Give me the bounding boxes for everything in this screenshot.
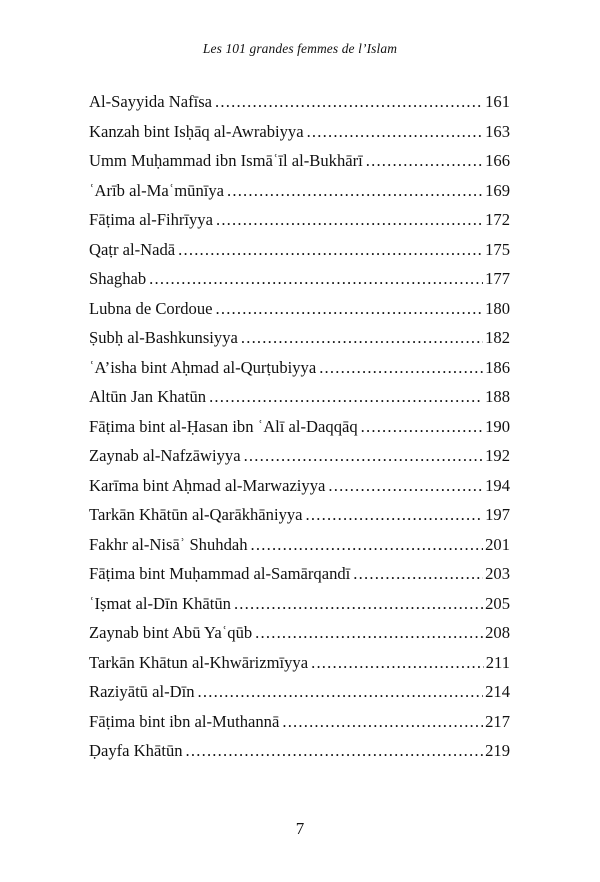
toc-entry [89,205,510,235]
dot-leader [353,559,483,589]
toc-entry-title: ʿA’isha bint Aḥmad al-Qurṭubiyya [89,357,317,377]
toc-entry-page: 175 [485,239,510,259]
toc-entry-title: Kanzah bint Isḥāq al-Awrabiyya [89,121,304,141]
toc-entry [89,707,510,737]
toc-entry-title: ʿArīb al-Maʿmūnīya [89,180,225,200]
toc-entry [89,382,510,412]
toc-entry-title: Lubna de Cordoue [89,298,213,318]
toc-entry [89,589,510,619]
toc-entry [89,500,510,530]
toc-entry-page: 190 [485,416,510,436]
toc-entry [89,146,510,176]
toc-entry-page: 161 [485,92,510,111]
toc-entry [89,264,510,294]
dot-leader [255,618,483,648]
page-number: 7 [295,819,305,838]
dot-leader [149,264,483,294]
toc-entry-page: 166 [485,151,510,170]
toc-entry-page: 182 [485,328,510,347]
toc-entry [89,530,510,560]
toc-entry-title: Qaṭr al-Nadā [89,239,176,259]
toc-entry [89,441,510,471]
dot-leader [178,235,483,265]
dot-leader [216,294,484,324]
toc-entry [89,294,510,324]
toc-entry-page: 172 [485,210,510,229]
toc-entry-page: 186 [485,357,510,377]
toc-entry-title: Fāṭima bint Muḥammad al-Samārqandī [89,564,351,583]
toc-entry-title: Raziyātū al-Dīn [89,682,195,701]
toc-entry [89,353,510,383]
dot-leader [244,441,484,471]
dot-leader [306,500,484,530]
toc-entry-title: Ṣubḥ al-Bashkunsiyya [89,328,238,347]
toc-entry [89,648,510,678]
toc-entry-title: Zaynab bint Abū Yaʿqūb [89,623,253,642]
toc-entry-title: Karīma bint Aḥmad al-Marwaziyya [89,475,326,495]
toc-entry-page: 201 [485,534,510,554]
toc-entry-page: 203 [485,564,510,583]
toc-entry-page: 177 [485,269,510,288]
toc-entry [89,736,510,766]
dot-leader [319,353,483,383]
dot-leader [328,471,483,501]
running-header: Les 101 grandes femmes de l’Islam [202,41,398,56]
dot-leader [186,736,484,766]
dot-leader [234,589,483,619]
toc-entry-title: Umm Muḥammad ibn Ismāʿīl al-Bukhārī [89,151,363,170]
toc-entry-title: Shaghab [89,269,147,288]
toc-entry-title: Fāṭima bint al-Ḥasan ibn ʿAlī al-Daqqāq [89,416,358,436]
toc-entry-page: 217 [485,711,510,731]
toc-entry [89,323,510,353]
toc-entry-title: Tarkān Khātun al-Khwārizmīyya [89,652,309,672]
dot-leader [366,146,483,176]
table-of-contents [89,87,510,766]
toc-entry-title: Fakhr al-Nisāʾ Shuhdah [89,534,248,554]
toc-entry [89,87,510,117]
toc-entry [89,677,510,707]
toc-entry-title: Fāṭima al-Fihrīyya [89,210,213,229]
toc-entry-page: 180 [485,298,510,318]
toc-entry [89,235,510,265]
toc-entry-page: 192 [485,446,510,465]
dot-leader [227,176,483,206]
dot-leader [215,87,483,117]
toc-entry-page: 169 [485,180,510,200]
toc-entry-title: Altūn Jan Khatūn [89,387,207,406]
toc-entry-page: 208 [485,623,510,642]
dot-leader [282,707,483,737]
dot-leader [241,323,483,353]
dot-leader [198,677,484,707]
toc-entry-page: 188 [485,387,510,406]
dot-leader [251,530,484,560]
toc-entry-title: Tarkān Khātūn al-Qarākhāniyya [89,505,303,524]
toc-entry-title: Zaynab al-Nafzāwiyya [89,446,241,465]
toc-entry-title: Al-Sayyida Nafīsa [89,92,213,111]
toc-entry-page: 211 [485,652,510,672]
toc-entry-title: Fāṭima bint ibn al-Muthannā [89,711,280,731]
toc-entry [89,412,510,442]
toc-entry [89,559,510,589]
dot-leader [361,412,483,442]
toc-entry [89,618,510,648]
dot-leader [209,382,483,412]
toc-entry [89,117,510,147]
dot-leader [216,205,483,235]
toc-entry-page: 205 [485,593,510,613]
toc-entry-page: 163 [485,121,510,141]
toc-entry-page: 214 [485,682,510,701]
toc-entry-page: 219 [485,741,510,760]
toc-entry [89,176,510,206]
dot-leader [311,648,484,678]
toc-entry-page: 197 [485,505,510,524]
toc-entry-title: ʿIṣmat al-Dīn Khātūn [89,593,231,613]
toc-entry-title: Ḍayfa Khātūn [89,741,183,760]
toc-entry-page: 194 [485,475,510,495]
toc-entry [89,471,510,501]
dot-leader [307,117,484,147]
